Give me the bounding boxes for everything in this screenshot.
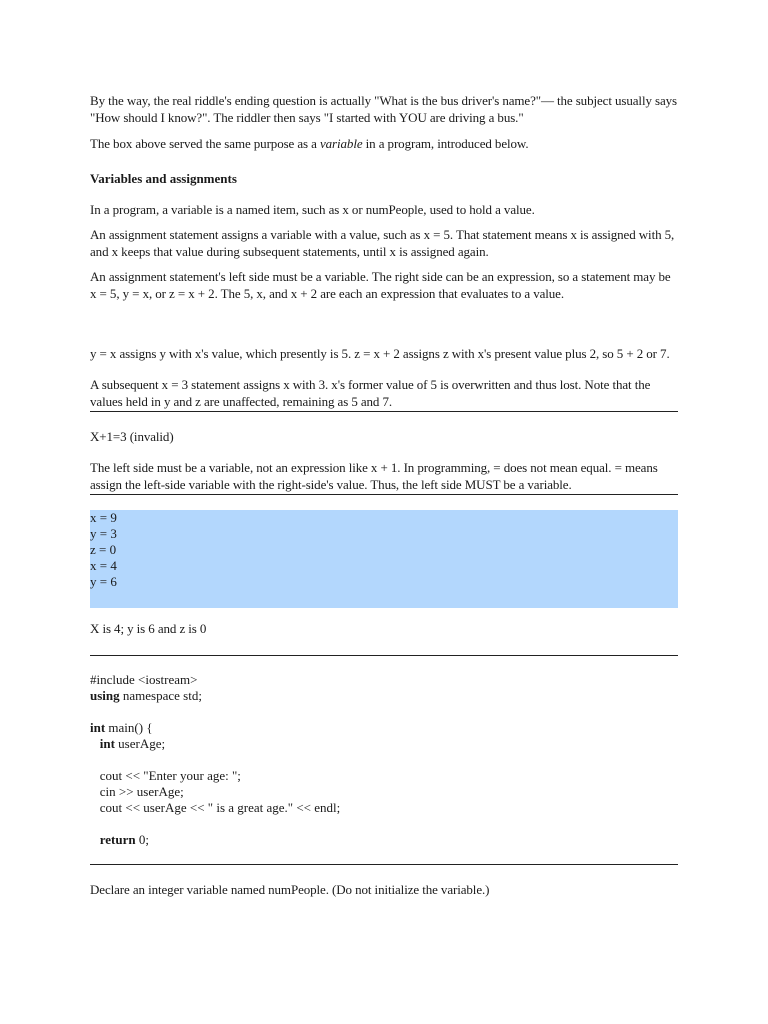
- code-indent: [90, 736, 100, 751]
- assign-y-z-paragraph: y = x assigns y with x's value, which presently is 5. z = x + 2 assigns z with x's present value plus 2, so 5 + 2 or 7.: [90, 346, 670, 361]
- code-keyword: return: [99, 832, 136, 847]
- code-keyword: int: [99, 736, 115, 751]
- code-line: cout << "Enter your age: ";: [90, 768, 241, 783]
- assignment-line: y = 6: [90, 574, 117, 589]
- assignment-line: x = 4: [90, 558, 117, 573]
- assignment-statement-paragraph: An assignment statement assigns a variable with a value, such as x = 5. That statement means x is assigned with 5, and x keeps that value during subsequent statements, until x is assigned again.: [90, 227, 675, 259]
- code-line: main() {: [105, 720, 153, 735]
- divider: [90, 494, 678, 495]
- invalid-explanation-paragraph: The left side must be a variable, not an expression like x + 1. In programming, = does not mean equal. = means assign the left-side variable with the right-side's value. Thus, the left side MUST be a variable.: [90, 460, 658, 492]
- variable-intro-paragraph: [90, 135, 678, 152]
- variable-term: variable: [319, 136, 363, 151]
- highlighted-assignments: [90, 510, 678, 608]
- code-listing: [90, 672, 678, 848]
- section-heading: Variables and assignments: [90, 171, 237, 186]
- variable-definition-paragraph: In a program, a variable is a named item, such as x or numPeople, used to hold a value.: [90, 202, 535, 217]
- code-line: cout << userAge << " is a great age." << endl;: [90, 800, 341, 815]
- exercise-prompt: Declare an integer variable named numPeople. (Do not initialize the variable.): [90, 882, 490, 897]
- code-keyword: using: [90, 688, 120, 703]
- code-line: namespace std;: [119, 688, 202, 703]
- assignment-line: z = 0: [90, 542, 117, 557]
- code-line: cin >> userAge;: [90, 784, 184, 799]
- divider: [90, 864, 678, 865]
- code-keyword: int: [90, 720, 106, 735]
- code-line: #include <iostream>: [90, 672, 198, 687]
- code-indent: [90, 832, 100, 847]
- assignment-line: y = 3: [90, 526, 117, 541]
- left-side-paragraph: An assignment statement's left side must be a variable. The right side can be an expression, so a statement may be x = 5, y = x, or z = x + 2. The 5, x, and x + 2 are each an expression that evaluates to a value.: [90, 269, 671, 301]
- divider: [90, 655, 678, 656]
- document-page: [90, 92, 678, 907]
- code-line: userAge;: [114, 736, 166, 751]
- riddle-paragraph: By the way, the real riddle's ending question is actually "What is the bus driver's name?"— the subject usually says "How should I know?". The riddler then says "I started with YOU are driving a bus.": [90, 93, 677, 125]
- result-text: X is 4; y is 6 and z is 0: [90, 621, 207, 636]
- divider: [90, 411, 678, 412]
- invalid-example-title: X+1=3 (invalid): [90, 429, 174, 444]
- assignment-line: x = 9: [90, 510, 117, 525]
- variable-intro-text-b: in a program, introduced below.: [362, 136, 529, 151]
- variable-intro-text-a: The box above served the same purpose as a: [90, 136, 320, 151]
- subsequent-assign-paragraph: A subsequent x = 3 statement assigns x with 3. x's former value of 5 is overwritten and thus lost. Note that the values held in y and z are unaffected, remaining as 5 and 7.: [90, 377, 651, 409]
- code-line: 0;: [135, 832, 149, 847]
